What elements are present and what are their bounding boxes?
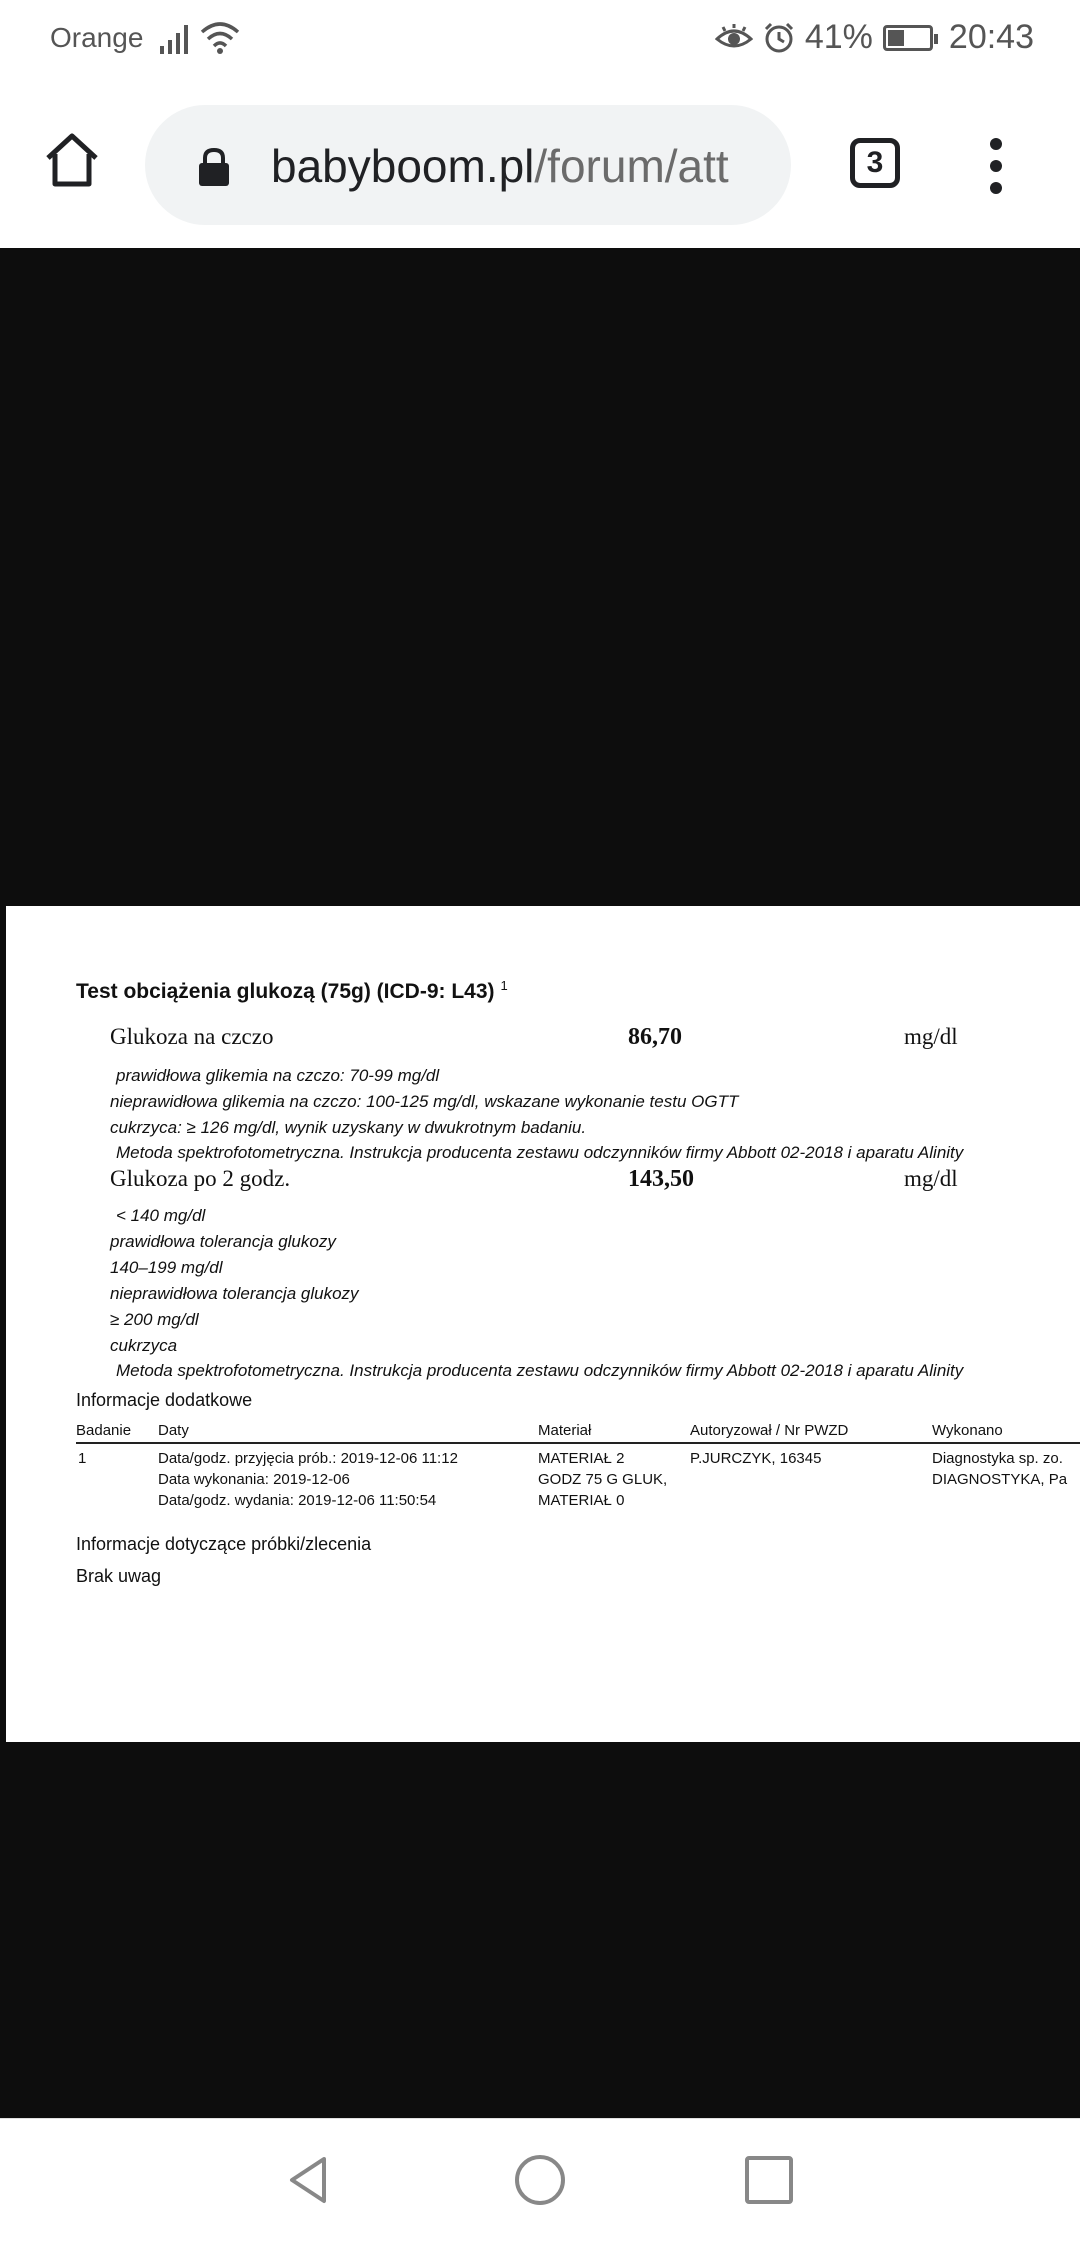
- image-viewer[interactable]: [0, 248, 1080, 2118]
- table-cell: 1: [78, 1450, 87, 1467]
- test-note: prawidłowa glikemia na czczo: 70-99 mg/dl: [116, 1066, 440, 1085]
- test-note: prawidłowa tolerancja glukozy: [110, 1232, 336, 1251]
- table-header: Daty: [158, 1422, 189, 1439]
- home-icon[interactable]: [42, 130, 102, 190]
- table-header: Badanie: [76, 1422, 132, 1439]
- test-method-note: Metoda spektrofotometryczna. Instrukcja producenta zestawu odczynników firmy Abbott 02-2018 i aparatu Alinity: [116, 1361, 964, 1380]
- table-cell: DIAGNOSTYKA, Pa: [932, 1471, 1068, 1488]
- test-value: 86,70: [628, 1024, 682, 1050]
- table-cell: Data wykonania: 2019-12-06: [158, 1471, 350, 1488]
- signal-icon: [158, 22, 192, 56]
- test-note: nieprawidłowa glikemia na czczo: 100-125 mg/dl, wskazane wykonanie testu OGTT: [110, 1092, 739, 1111]
- lab-result-image: [6, 906, 1080, 1742]
- table-header: Materiał: [538, 1422, 592, 1439]
- table-header: Wykonano: [932, 1422, 1003, 1439]
- test-value: 143,50: [628, 1166, 694, 1192]
- navigation-bar: [0, 2118, 1080, 2241]
- carrier-label: Orange: [50, 22, 144, 53]
- wifi-icon: [200, 20, 240, 56]
- remarks-text: Brak uwag: [76, 1566, 162, 1586]
- table-cell: Data/godz. przyjęcia prób.: 2019-12-06 11:12: [158, 1450, 458, 1467]
- test-note: < 140 mg/dl: [116, 1206, 206, 1225]
- battery-percent: 41%: [804, 18, 873, 56]
- status-bar: [0, 0, 1080, 82]
- test-name: Glukoza na czczo: [110, 1024, 274, 1049]
- recents-icon[interactable]: [742, 2153, 796, 2207]
- table-cell: Diagnostyka sp. zo.: [932, 1450, 1063, 1467]
- alarm-icon: [763, 22, 795, 54]
- test-title: Test obciążenia glukozą (75g) (ICD-9: L43) $^1$: [76, 978, 508, 1003]
- sample-info-heading: Informacje dotyczące próbki/zlecenia: [76, 1534, 372, 1554]
- test-note: cukrzyca: ≥ 126 mg/dl, wynik uzyskany w dwukrotnym badaniu.: [110, 1118, 587, 1137]
- url-path: /forum/att: [534, 140, 729, 192]
- more-menu-icon[interactable]: [984, 138, 1008, 198]
- table-cell: Data/godz. wydania: 2019-12-06 11:50:54: [158, 1492, 437, 1509]
- test-unit: mg/dl: [904, 1024, 958, 1049]
- title-footnote: 1: [500, 978, 508, 993]
- battery-icon: [883, 25, 933, 51]
- back-icon[interactable]: [282, 2153, 336, 2207]
- table-cell: MATERIAŁ 2: [538, 1450, 625, 1467]
- battery-fill: [888, 30, 904, 46]
- url-host: babyboom.pl: [271, 140, 535, 192]
- table-cell: GODZ 75 G GLUK,: [538, 1471, 668, 1488]
- lock-icon[interactable]: [197, 147, 231, 187]
- url-text[interactable]: [271, 139, 729, 193]
- test-note: 140–199 mg/dl: [110, 1258, 223, 1277]
- address-bar[interactable]: [145, 105, 791, 225]
- tab-count: 3: [866, 146, 884, 179]
- browser-toolbar: [0, 82, 1080, 248]
- test-method-note: Metoda spektrofotometryczna. Instrukcja producenta zestawu odczynników firmy Abbott 02-2018 i aparatu Alinity: [116, 1143, 964, 1162]
- additional-info-heading: Informacje dodatkowe: [76, 1390, 253, 1410]
- test-note: ≥ 200 mg/dl: [110, 1310, 199, 1329]
- table-cell: P.JURCZYK, 16345: [690, 1450, 822, 1467]
- eye-comfort-icon: [715, 23, 753, 53]
- tab-switcher-icon[interactable]: [850, 138, 900, 188]
- table-rule: [76, 1442, 1080, 1444]
- test-name: Glukoza po 2 godz.: [110, 1166, 291, 1191]
- test-note: nieprawidłowa tolerancja glukozy: [110, 1284, 359, 1303]
- test-note: cukrzyca: [110, 1336, 178, 1355]
- test-unit: mg/dl: [904, 1166, 958, 1191]
- table-cell: MATERIAŁ 0: [538, 1492, 625, 1509]
- clock: 20:43: [948, 18, 1034, 56]
- table-header: Autoryzował / Nr PWZD: [690, 1422, 849, 1439]
- home-circle-icon[interactable]: [513, 2153, 567, 2207]
- status-right: [715, 18, 1034, 57]
